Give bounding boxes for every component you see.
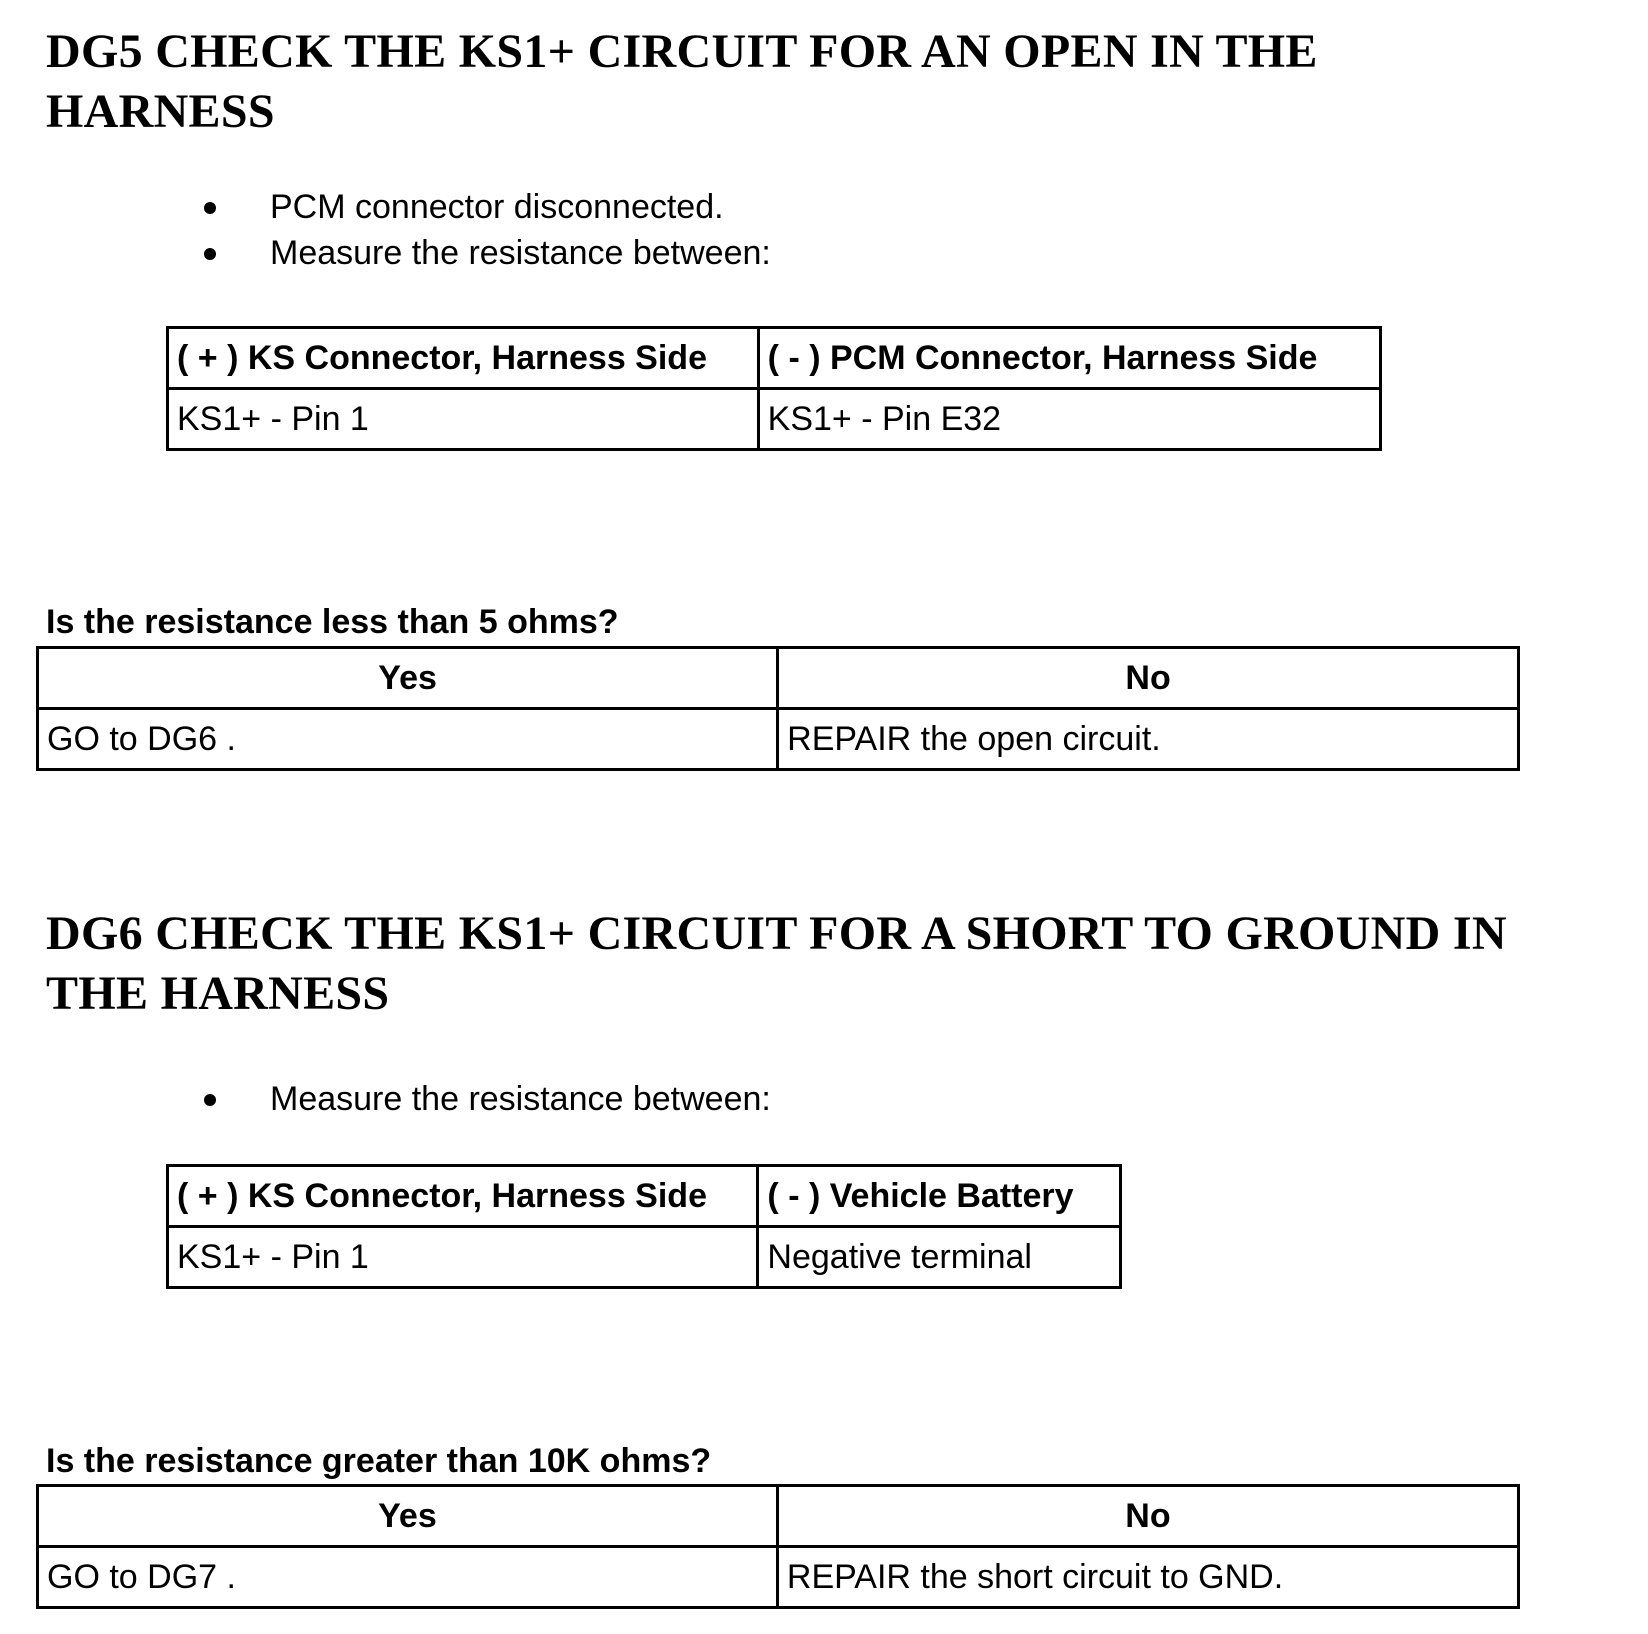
dg6-measure-table bbox=[166, 1164, 1122, 1289]
list-item: PCM connector disconnected. bbox=[198, 184, 771, 230]
table-header-cell: No bbox=[777, 1486, 1518, 1547]
dg6-heading-line1: DG6 CHECK THE KS1+ CIRCUIT FOR A SHORT TO GROUND IN bbox=[46, 907, 1507, 960]
dg6-heading-line2: THE HARNESS bbox=[46, 967, 390, 1020]
bullet-icon bbox=[204, 1094, 216, 1106]
table-row bbox=[38, 1547, 1519, 1608]
table-cell: GO to DG7 . bbox=[38, 1547, 778, 1608]
bullet-icon bbox=[204, 248, 216, 260]
table-header-cell: ( - ) PCM Connector, Harness Side bbox=[758, 328, 1380, 389]
table-row bbox=[168, 389, 1381, 450]
dg6-bullet-list bbox=[198, 1076, 771, 1122]
table-row bbox=[38, 709, 1519, 770]
table-header-cell: ( - ) Vehicle Battery bbox=[758, 1166, 1121, 1227]
table-cell: KS1+ - Pin E32 bbox=[758, 389, 1380, 450]
table-header-row bbox=[38, 1486, 1519, 1547]
dg6-heading bbox=[46, 904, 1507, 1024]
dg5-result-table bbox=[36, 646, 1520, 771]
table-cell: KS1+ - Pin 1 bbox=[168, 1227, 758, 1288]
dg5-heading bbox=[46, 22, 1318, 142]
dg6-result-table bbox=[36, 1484, 1520, 1609]
dg5-heading-line1: DG5 CHECK THE KS1+ CIRCUIT FOR AN OPEN IN THE bbox=[46, 25, 1318, 78]
dg5-question: Is the resistance less than 5 ohms? bbox=[46, 603, 619, 641]
table-cell: GO to DG6 . bbox=[38, 709, 778, 770]
table-header-cell: No bbox=[778, 648, 1519, 709]
table-cell: KS1+ - Pin 1 bbox=[168, 389, 759, 450]
dg5-bullet-list bbox=[198, 184, 771, 276]
table-header-row bbox=[38, 648, 1519, 709]
dg5-heading-line2: HARNESS bbox=[46, 85, 275, 138]
table-cell: REPAIR the short circuit to GND. bbox=[777, 1547, 1518, 1608]
table-cell: REPAIR the open circuit. bbox=[778, 709, 1519, 770]
dg6-question: Is the resistance greater than 10K ohms? bbox=[46, 1442, 712, 1480]
dg5-measure-table bbox=[166, 326, 1382, 451]
table-cell: Negative terminal bbox=[758, 1227, 1121, 1288]
table-header-row bbox=[168, 328, 1381, 389]
bullet-icon bbox=[204, 202, 216, 214]
table-header-row bbox=[168, 1166, 1121, 1227]
table-header-cell: ( + ) KS Connector, Harness Side bbox=[168, 1166, 758, 1227]
table-header-cell: ( + ) KS Connector, Harness Side bbox=[168, 328, 759, 389]
table-header-cell: Yes bbox=[38, 1486, 778, 1547]
list-item: Measure the resistance between: bbox=[198, 230, 771, 276]
table-header-cell: Yes bbox=[38, 648, 778, 709]
list-item: Measure the resistance between: bbox=[198, 1076, 771, 1122]
table-row bbox=[168, 1227, 1121, 1288]
